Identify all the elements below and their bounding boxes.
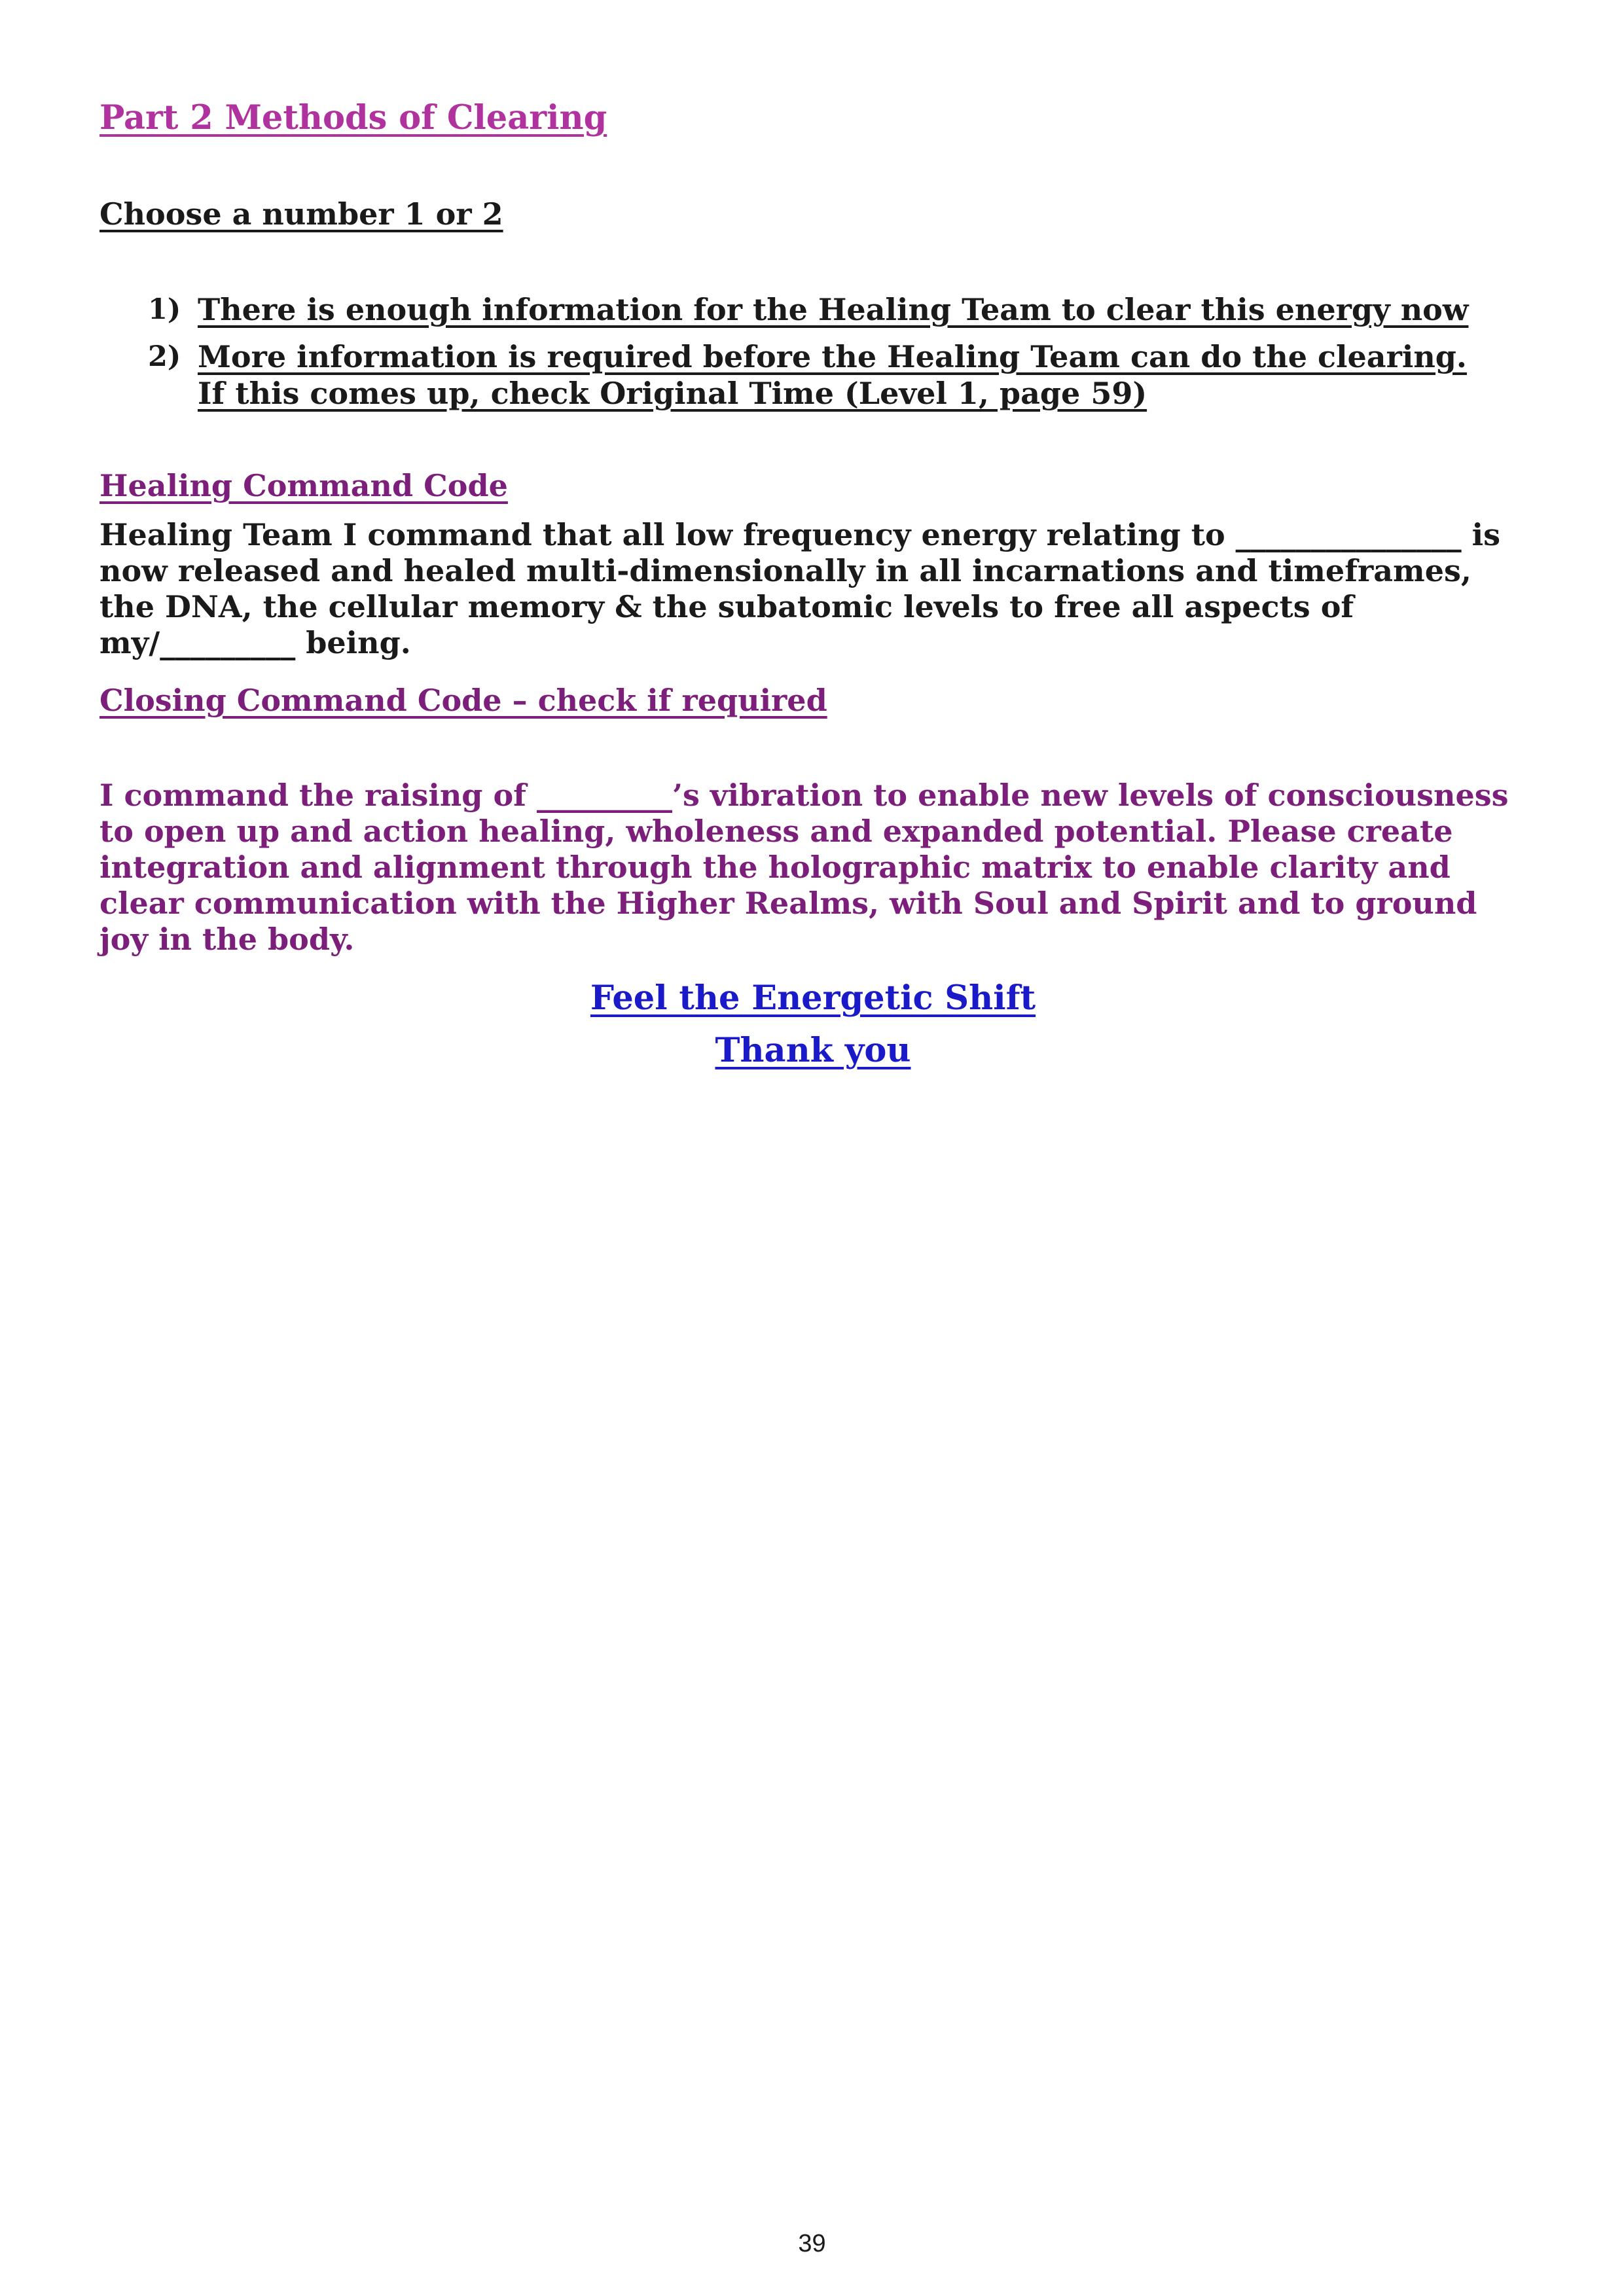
option-item-1 xyxy=(148,291,1496,328)
closing-command-text: I command the raising of _________’s vibration to enable new levels of consciousness to open up and action healing, wholeness and expanded potential. Please create integration and alignment through the holographic matrix to enable clarity and clear communication with the Higher Realms, with Soul and Spirit and to ground joy in the body. xyxy=(99,778,1509,957)
option-item-2 xyxy=(148,338,1496,412)
option-text: There is enough information for the Healing Team to clear this energy now xyxy=(198,292,1469,327)
option-number: 2) xyxy=(148,340,181,373)
thank-you-link-row xyxy=(99,1031,1526,1070)
page-number: 39 xyxy=(798,2230,826,2257)
section-heading: Part 2 Methods of Clearing xyxy=(99,98,607,137)
healing-command-text: Healing Team I command that all low frequency energy relating to _______________ is now released and healed multi-dimensionally in all incarnations and timeframes, the DNA, the cellular memory & the subatomic levels to free all aspects of my/_________ being. xyxy=(99,517,1501,660)
closing-command-heading: Closing Command Code – check if required xyxy=(99,683,827,718)
option-text: More information is required before the Healing Team can do the clearing. If this comes up, check Original Time (Level 1, page 59) xyxy=(198,339,1467,411)
thank-you-link[interactable]: Thank you xyxy=(715,1031,911,1070)
choose-instruction: Choose a number 1 or 2 xyxy=(99,196,503,232)
option-number: 1) xyxy=(148,293,181,326)
healing-command-heading: Healing Command Code xyxy=(99,468,508,503)
energetic-shift-link[interactable]: Feel the Energetic Shift xyxy=(590,978,1036,1018)
energetic-shift-link-row xyxy=(99,978,1526,1018)
